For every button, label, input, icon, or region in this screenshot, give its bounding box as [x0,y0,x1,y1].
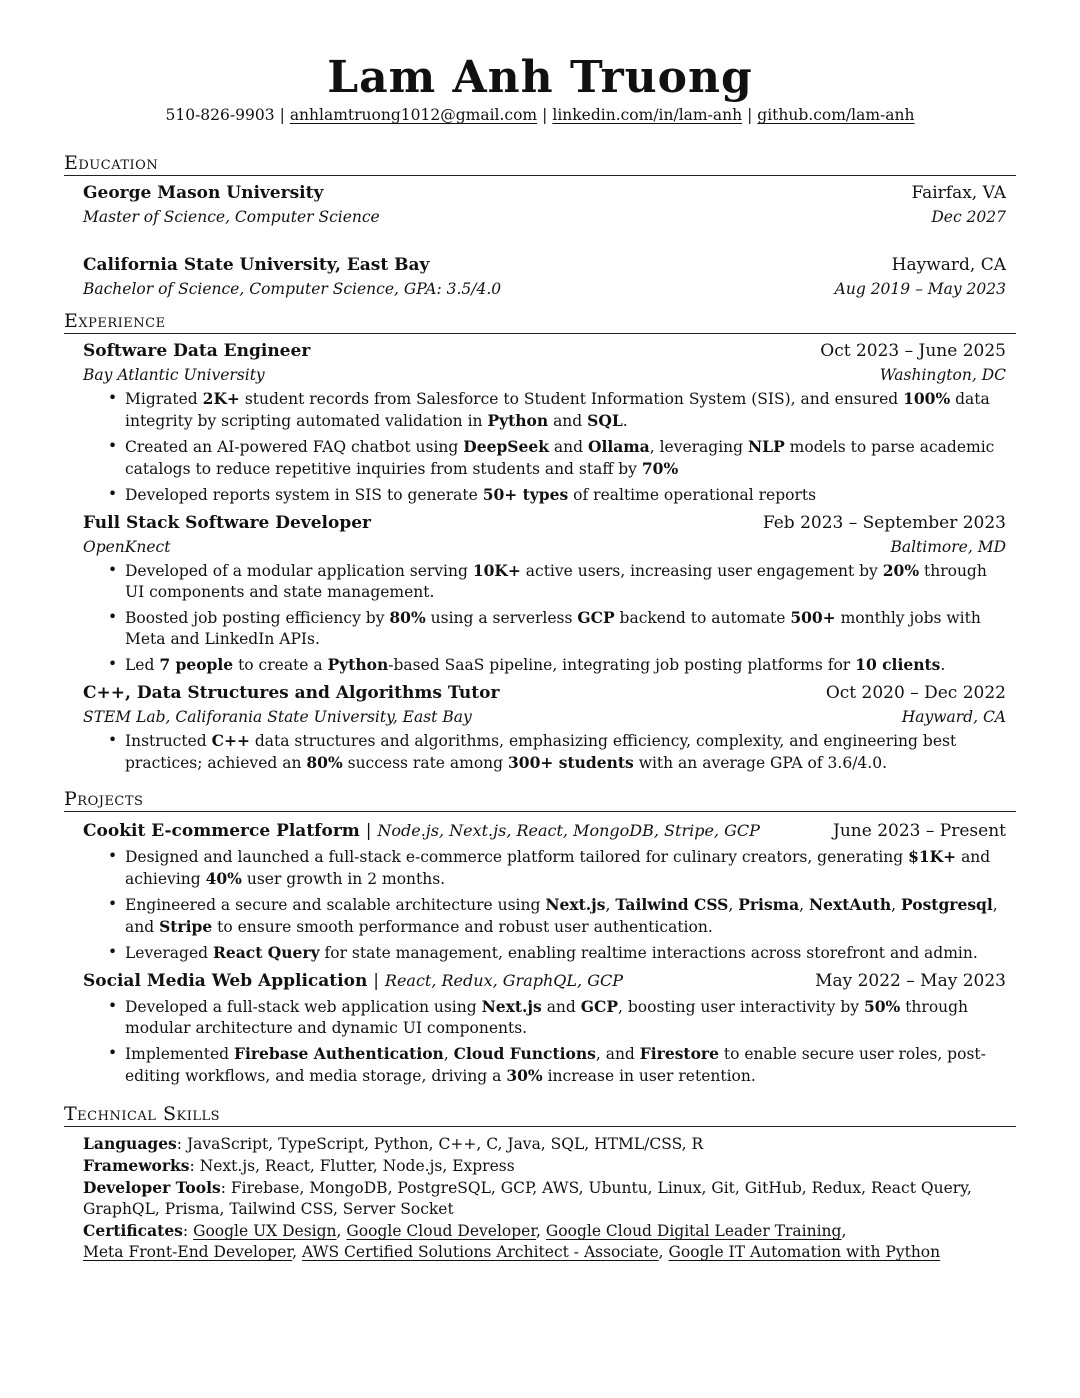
job-title: Software Data Engineer [83,341,311,361]
bullet: • Led 7 people to create a Python-based SaaS pipeline, integrating job posting platforms for 10 clients. [125,654,1006,676]
certificate-link[interactable]: AWS Certified Solutions Architect - Associate [302,1243,659,1261]
skills-heading: Technical Skills [64,1103,1016,1127]
bullet: • Created an AI-powered FAQ chatbot using DeepSeek and Ollama, leveraging NLP models to parse academic catalogs to reduce repetitive inquiries from students and staff by 70% [125,436,1006,480]
job-location: Baltimore, MD [890,538,1006,556]
github-link[interactable]: github.com/lam-anh [757,106,915,124]
bullet: • Engineered a secure and scalable architecture using Next.js, Tailwind CSS, Prisma, NextAuth, Postgresql, and Stripe to ensure smooth performance and robust user authentication. [125,894,1006,938]
job-title: Full Stack Software Developer [83,513,371,533]
project-name: Cookit E-commerce Platform [83,821,360,841]
job-date: Feb 2023 – September 2023 [762,513,1006,533]
project-entry: Social Media Web Application | React, Redux, GraphQL, GCP May 2022 – May 2023 • Developed a full-stack web application using Next.js and GCP, boosting user interactivity by 50% through modular architecture and dynamic UI components. • Implemented Firebase Authentication, Cloud Functions, and Firestore to enable secure user roles, post-editing workflows, and media storage, driving a 30% increase in user retention. [64,968,1016,1087]
certificate-link[interactable]: Google UX Design [193,1222,337,1240]
project-entry: Cookit E-commerce Platform | Node.js, Next.js, React, MongoDB, Stripe, GCP June 2023 – Present • Designed and launched a full-stack e-commerce platform tailored for culinary creators, generating $1K+ and achieving 40% user growth in 2 months. • Engineered a secure and scalable architecture using Next.js, Tailwind CSS, Prisma, NextAuth, Postgresql, and Stripe to ensure smooth performance and robust user authentication. • Leveraged React Query for state management, enabling realtime interactions across storefront and admin. [64,818,1016,964]
bullet: • Designed and launched a full-stack e-commerce platform tailored for culinary creators, generating $1K+ and achieving 40% user growth in 2 months. [125,846,1006,890]
separator: | [279,106,285,124]
project-tech: Node.js, Next.js, React, MongoDB, Stripe, GCP [377,821,760,840]
skills-languages: Languages: JavaScript, TypeScript, Python, C++, C, Java, SQL, HTML/CSS, R [83,1134,704,1153]
degree: Bachelor of Science, Computer Science, GPA: 3.5/4.0 [83,280,502,298]
education-entry [64,252,1016,300]
bullet: • Migrated 2K+ student records from Salesforce to Student Information System (SIS), and ensured 100% data integrity by scripting automated validation in Python and SQL. [125,388,1006,432]
employer: OpenKnect [83,538,171,556]
resume-page [64,52,1016,1263]
school-location: Hayward, CA [891,255,1006,275]
school-name: George Mason University [83,183,324,203]
project-name: Social Media Web Application [83,971,368,991]
bullet: • Developed a full-stack web application using Next.js and GCP, boosting user interactivity by 50% through modular architecture and dynamic UI components. [125,996,1006,1039]
separator: | [542,106,548,124]
experience-entry [64,680,1016,774]
certificate-link[interactable]: Google IT Automation with Python [668,1243,941,1261]
skills-certificates: Certificates: Google UX Design, Google Cloud Developer, Google Cloud Digital Leader Training, Meta Front-End Developer, AWS Certified Solutions Architect - Associate, Google IT Automation with Python [83,1221,941,1261]
education-date: Dec 2027 [931,208,1006,226]
experience-entry [64,510,1016,676]
phone: 510-826-9903 [165,106,275,124]
experience-heading: Experience [64,310,1016,334]
school-name: California State University, East Bay [83,255,430,275]
education-heading: Education [64,152,1016,176]
linkedin-link[interactable]: linkedin.com/in/lam-anh [552,106,743,124]
candidate-name: Lam Anh Truong [327,52,753,103]
skills-block [64,1133,1016,1263]
certificate-link[interactable]: Meta Front-End Developer [83,1243,293,1261]
bullet: • Developed of a modular application serving 10K+ active users, increasing user engagement by 20% through UI components and state management. [125,560,1006,603]
project-bullets [83,996,1006,1087]
bullet: • Leveraged React Query for state management, enabling realtime interactions across storefront and admin. [125,942,1006,964]
job-location: Washington, DC [879,366,1006,384]
skills-frameworks: Frameworks: Next.js, React, Flutter, Node.js, Express [83,1156,515,1175]
job-title: C++, Data Structures and Algorithms Tutor [83,683,500,703]
certificate-link[interactable]: Google Cloud Developer [346,1222,537,1240]
bullet: • Instructed C++ data structures and algorithms, emphasizing efficiency, complexity, and engineering best practices; achieved an 80% success rate among 300+ students with an average GPA of 3.6/4.0. [125,730,1006,774]
project-date: June 2023 – Present [833,821,1006,841]
job-date: Oct 2020 – Dec 2022 [825,683,1006,703]
job-bullets [83,730,1006,774]
job-date: Oct 2023 – June 2025 [820,341,1006,361]
education-date: Aug 2019 – May 2023 [834,280,1006,298]
experience-entry [64,338,1016,506]
bullet: • Boosted job posting efficiency by 80% using a serverless GCP backend to automate 500+ monthly jobs with Meta and LinkedIn APIs. [125,607,1006,650]
job-bullets [83,388,1006,506]
school-location: Fairfax, VA [911,183,1006,203]
email-link[interactable]: anhlamtruong1012@gmail.com [289,106,538,124]
employer: STEM Lab, Califorania State University, East Bay [83,708,472,726]
education-entry [64,180,1016,228]
certificate-link[interactable]: Google Cloud Digital Leader Training [545,1222,842,1240]
projects-heading: Projects [64,788,1016,812]
project-tech: React, Redux, GraphQL, GCP [384,971,623,990]
job-location: Hayward, CA [901,708,1006,726]
employer: Bay Atlantic University [83,366,265,384]
bullet: • Developed reports system in SIS to generate 50+ types of realtime operational reports [125,484,1006,506]
skills-tools: Developer Tools: Firebase, MongoDB, PostgreSQL, GCP, AWS, Ubuntu, Linux, Git, GitHub, Redux, React Query, GraphQL, Prisma, Tailwind CSS, Server Socket [83,1178,972,1218]
separator: | [747,106,753,124]
bullet: • Implemented Firebase Authentication, Cloud Functions, and Firestore to enable secure user roles, post-editing workflows, and media storage, driving a 30% increase in user retention. [125,1043,1006,1087]
project-date: May 2022 – May 2023 [815,971,1006,991]
degree: Master of Science, Computer Science [83,208,380,226]
job-bullets [83,560,1006,676]
project-bullets [83,846,1006,964]
contact-line [64,104,1016,126]
